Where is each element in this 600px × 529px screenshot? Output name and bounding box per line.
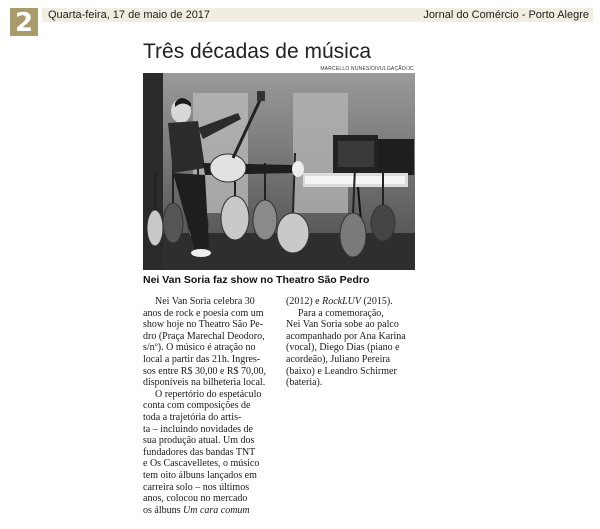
page-header bbox=[10, 8, 593, 36]
paragraph-2 bbox=[143, 389, 275, 517]
text-line: acordeão), Juliano Pereira bbox=[286, 353, 391, 365]
text-line: Para a comemoração, bbox=[298, 307, 384, 319]
text-line: e Os Cascavelletes, o músico bbox=[143, 458, 260, 470]
paragraph-1 bbox=[143, 296, 275, 389]
text-line: s/nº). O músico é atração no bbox=[143, 342, 256, 354]
text-line: local a partir das 21h. Ingres- bbox=[143, 353, 261, 365]
article-column-2 bbox=[286, 296, 416, 389]
album-title: Um cara comum bbox=[183, 504, 250, 516]
text-line: O repertório do espetáculo bbox=[155, 388, 262, 400]
photo-illustration bbox=[143, 73, 415, 270]
text-line: (baixo) e Leandro Schirmer bbox=[286, 365, 397, 377]
paragraph-4 bbox=[286, 308, 416, 389]
edition-date: Quarta-feira, 17 de maio de 2017 bbox=[48, 9, 211, 21]
text-line: sua produção atual. Um dos bbox=[143, 435, 255, 447]
text-line: anos, colocou no mercado bbox=[143, 493, 248, 505]
text-line: Nei Van Soria celebra 30 bbox=[155, 296, 255, 307]
text-line: tem oito álbuns lançados em bbox=[143, 469, 257, 481]
text-line: dro (Praça Marechal Deodoro, bbox=[143, 330, 265, 342]
text-line: ta – incluindo novidades de bbox=[143, 423, 253, 435]
paragraph-3 bbox=[286, 296, 416, 308]
text-line: carreira solo – nos últimos bbox=[143, 481, 250, 493]
text-line: toda a trajetória do artis- bbox=[143, 411, 242, 423]
article-photo bbox=[143, 73, 415, 270]
text-line: show hoje no Theatro São Pe- bbox=[143, 319, 264, 331]
text-line: Nei Van Soria sobe ao palco bbox=[286, 319, 399, 331]
page-number: 2 bbox=[10, 8, 38, 36]
text-line: (bateria). bbox=[286, 377, 323, 389]
text-line: fundadores das bandas TNT bbox=[143, 446, 256, 458]
text-line: (2015). bbox=[361, 296, 393, 307]
text-line: os álbuns bbox=[143, 504, 183, 516]
text-line: acompanhado por Ana Karina bbox=[286, 330, 406, 342]
text-line: conta com composições de bbox=[143, 400, 251, 412]
album-title: RockLUV bbox=[322, 296, 361, 307]
text-line: disponíveis na bilheteria local. bbox=[143, 377, 266, 389]
text-line: anos de rock e poesia com um bbox=[143, 307, 264, 319]
photo-caption: Nei Van Soria faz show no Theatro São Pedro bbox=[143, 274, 370, 286]
photo-credit: MARCELLO NUNES/DIVULGAÇÃO/JC bbox=[320, 66, 414, 72]
article-column-1 bbox=[143, 296, 275, 516]
newspaper-name: Jornal do Comércio - Porto Alegre bbox=[423, 9, 589, 21]
text-line: (vocal), Diego Dias (piano e bbox=[286, 342, 400, 354]
article-headline: Três décadas de música bbox=[143, 40, 371, 63]
header-band bbox=[42, 8, 593, 22]
text-line: sos entre R$ 30,00 e R$ 70,00, bbox=[143, 365, 267, 377]
text-line: (2012) e bbox=[286, 296, 323, 307]
